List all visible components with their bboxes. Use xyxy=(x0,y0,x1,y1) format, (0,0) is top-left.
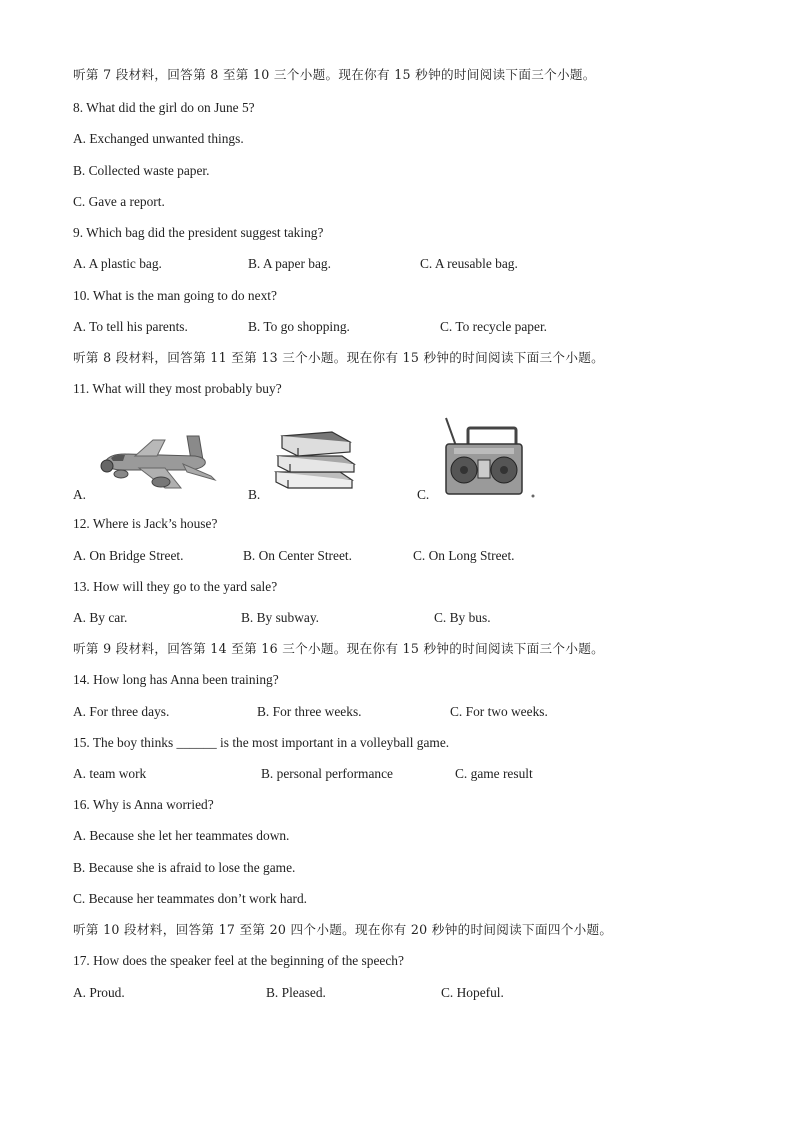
q12-stem: 12. Where is Jack’s house? xyxy=(73,516,218,531)
q17-option-a: A. Proud. xyxy=(73,985,125,1000)
q15-option-c: C. game result xyxy=(455,766,533,781)
q11-option-a-label: A. xyxy=(73,487,87,502)
q9-option-b: B. A paper bag. xyxy=(248,256,331,271)
q14-option-c: C. For two weeks. xyxy=(450,704,548,719)
q13-option-c: C. By bus. xyxy=(434,610,491,625)
q9-option-c: C. A reusable bag. xyxy=(420,256,518,271)
radio-icon xyxy=(440,416,540,504)
q10-stem: 10. What is the man going to do next? xyxy=(73,288,277,303)
section-7-instruction: 听第 7 段材料，回答第 8 至第 10 三个小题。现在你有 15 秒钟的时间阅读下面三个小题。 xyxy=(73,67,596,82)
q13-option-a: A. By car. xyxy=(73,610,128,625)
q17-option-b: B. Pleased. xyxy=(266,985,326,1000)
q9-option-a: A. A plastic bag. xyxy=(73,256,162,271)
section-9-instruction: 听第 9 段材料，回答第 14 至第 16 三个小题。现在你有 15 秒钟的时间阅读下面三个小题。 xyxy=(73,641,605,656)
q15-stem: 15. The boy thinks ______ is the most important in a volleyball game. xyxy=(73,735,450,750)
q9-stem: 9. Which bag did the president suggest taking? xyxy=(73,225,324,240)
q17-option-c: C. Hopeful. xyxy=(441,985,504,1000)
q16-option-a: A. Because she let her teammates down. xyxy=(73,828,290,843)
q12-option-a: A. On Bridge Street. xyxy=(73,548,184,563)
books-icon xyxy=(270,428,358,494)
section-8-instruction: 听第 8 段材料，回答第 11 至第 13 三个小题。现在你有 15 秒钟的时间阅读下面三个小题。 xyxy=(73,350,605,365)
section-10-instruction: 听第 10 段材料，回答第 17 至第 20 四个小题。现在你有 20 秒钟的时间阅读下面四个小题。 xyxy=(73,922,613,937)
q8-stem: 8. What did the girl do on June 5? xyxy=(73,100,255,115)
q11-option-c-label: C. xyxy=(417,487,430,502)
q11-option-b-label: B. xyxy=(248,487,261,502)
q13-option-b: B. By subway. xyxy=(241,610,319,625)
q12-option-b: B. On Center Street. xyxy=(243,548,352,563)
q10-option-b: B. To go shopping. xyxy=(248,319,350,334)
q14-stem: 14. How long has Anna been training? xyxy=(73,672,279,687)
q15-option-a: A. team work xyxy=(73,766,147,781)
q16-option-c: C. Because her teammates don’t work hard. xyxy=(73,891,308,906)
q12-option-c: C. On Long Street. xyxy=(413,548,515,563)
q10-option-c: C. To recycle paper. xyxy=(440,319,548,334)
q10-option-a: A. To tell his parents. xyxy=(73,319,188,334)
airplane-icon xyxy=(95,430,217,496)
q16-option-b: B. Because she is afraid to lose the game. xyxy=(73,860,296,875)
q16-stem: 16. Why is Anna worried? xyxy=(73,797,214,812)
q11-stem: 11. What will they most probably buy? xyxy=(73,381,282,396)
q8-option-a: A. Exchanged unwanted things. xyxy=(73,131,244,146)
q14-option-a: A. For three days. xyxy=(73,704,170,719)
q8-option-b: B. Collected waste paper. xyxy=(73,163,210,178)
q8-option-c: C. Gave a report. xyxy=(73,194,165,209)
q14-option-b: B. For three weeks. xyxy=(257,704,362,719)
q15-option-b: B. personal performance xyxy=(261,766,393,781)
q13-stem: 13. How will they go to the yard sale? xyxy=(73,579,278,594)
q17-stem: 17. How does the speaker feel at the beginning of the speech? xyxy=(73,953,404,968)
